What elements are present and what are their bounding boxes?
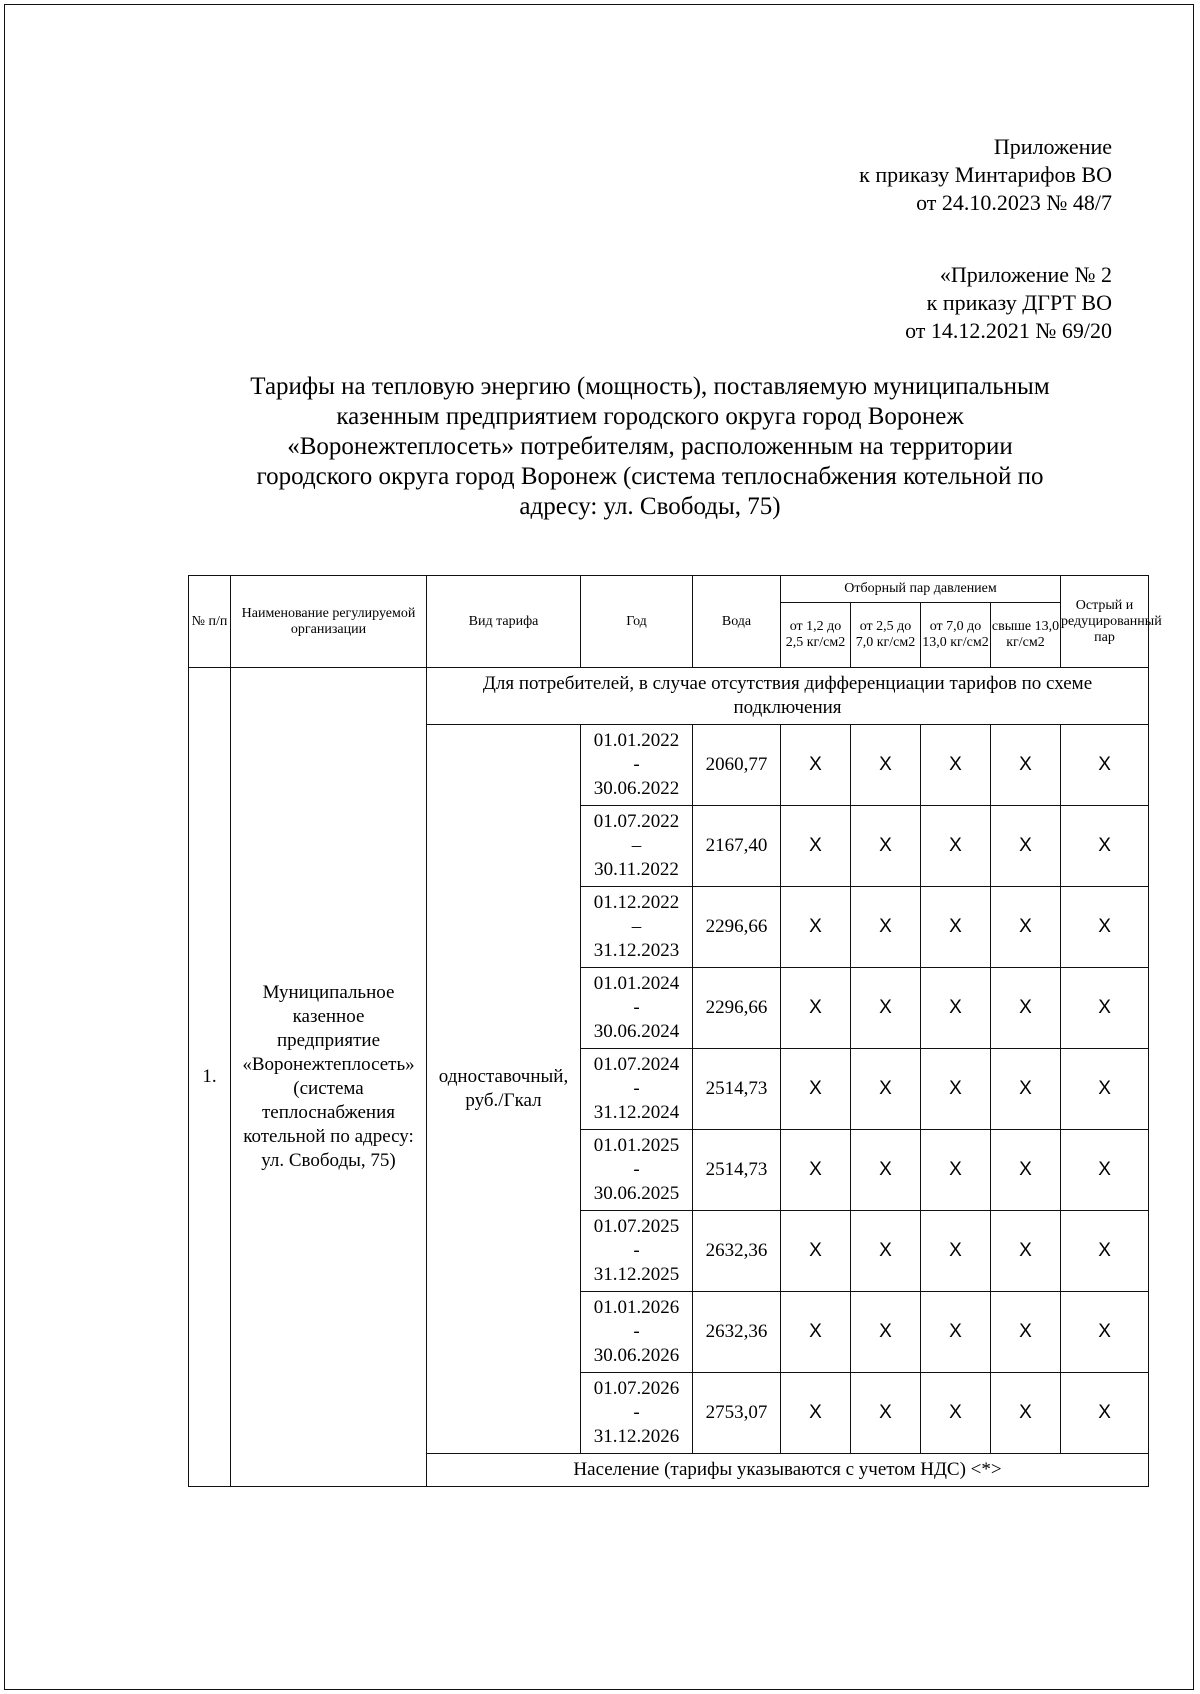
steam-value-s1: X (781, 1373, 851, 1454)
steam-value-s1: X (781, 887, 851, 968)
steam-value-s4: X (991, 887, 1061, 968)
header-num: № п/п (189, 576, 231, 668)
period-cell (581, 1130, 693, 1211)
period-sep: - (633, 1078, 640, 1099)
title-line1: Тарифы на тепловую энергию (мощность), поставляемую муниципальным (250, 373, 1050, 400)
header-steam-2: от 2,5 до 7,0 кг/см2 (851, 603, 921, 668)
header-org: Наименование регулируемой организации (231, 576, 427, 668)
header-year: Год (581, 576, 693, 668)
period-from: 01.07.2024 (593, 1054, 680, 1075)
period-cell (581, 1211, 693, 1292)
water-tariff: 2632,36 (693, 1292, 781, 1373)
steam-value-s1: X (781, 968, 851, 1049)
tariff-table (188, 575, 1162, 1487)
period-to: 30.06.2025 (593, 1183, 680, 1204)
steam-value-s2: X (851, 1292, 921, 1373)
steam-value-s3: X (921, 1211, 991, 1292)
period-cell (581, 887, 693, 968)
steam-value-s3: X (921, 1049, 991, 1130)
period-sep: - (633, 1321, 640, 1342)
period-cell (581, 1292, 693, 1373)
steam-value-s3: X (921, 1292, 991, 1373)
steam-value-s4: X (991, 1130, 1061, 1211)
steam-value-s4: X (991, 1049, 1061, 1130)
period-from: 01.07.2025 (593, 1216, 680, 1237)
steam-value-s3: X (921, 1130, 991, 1211)
period-cell (581, 806, 693, 887)
appendix-main-line2: к приказу Минтарифов ВО (859, 162, 1112, 187)
period-sep: - (633, 754, 640, 775)
water-tariff: 2060,77 (693, 725, 781, 806)
section-population: Население (тарифы указываются с учетом НДС) <*> (427, 1454, 1149, 1487)
title-line4: городского округа город Воронеж (система теплоснабжения котельной по (256, 463, 1044, 490)
steam-value-s1: X (781, 1292, 851, 1373)
period-from: 01.01.2026 (593, 1297, 680, 1318)
period-to: 31.12.2023 (593, 940, 680, 961)
steam-value-s2: X (851, 1373, 921, 1454)
water-tariff: 2296,66 (693, 887, 781, 968)
water-tariff: 2753,07 (693, 1373, 781, 1454)
steam-value-s4: X (991, 806, 1061, 887)
period-to: 31.12.2024 (593, 1102, 680, 1123)
header-steam-group: Отборный пар давлением (781, 576, 1061, 603)
steam-value-s3: X (921, 968, 991, 1049)
steam-value-s5: X (1061, 1373, 1149, 1454)
steam-value-s1: X (781, 806, 851, 887)
tariff-type: одноставочный, руб./Гкал (427, 725, 581, 1454)
period-cell (581, 725, 693, 806)
title-line5: адресу: ул. Свободы, 75) (519, 493, 781, 520)
period-from: 01.01.2025 (593, 1135, 680, 1156)
header-tariff-type: Вид тарифа (427, 576, 581, 668)
steam-value-s3: X (921, 806, 991, 887)
appendix-main-line1: Приложение (993, 134, 1112, 159)
period-from: 01.01.2022 (593, 730, 680, 751)
header-hot-steam: Острый и редуцированный пар (1061, 576, 1149, 668)
steam-value-s4: X (991, 1292, 1061, 1373)
period-sep: - (633, 1240, 640, 1261)
steam-value-s2: X (851, 887, 921, 968)
steam-value-s1: X (781, 1130, 851, 1211)
steam-value-s5: X (1061, 887, 1149, 968)
period-cell (581, 1373, 693, 1454)
header-steam-3: от 7,0 до 13,0 кг/см2 (921, 603, 991, 668)
appendix-previous-reference (905, 261, 1112, 345)
document-title (190, 372, 1110, 522)
steam-value-s4: X (991, 1211, 1061, 1292)
header-water: Вода (693, 576, 781, 668)
period-to: 30.06.2022 (593, 778, 680, 799)
water-tariff: 2514,73 (693, 1130, 781, 1211)
steam-value-s2: X (851, 1130, 921, 1211)
org-name: Муниципальное казенное предприятие «Воронежтеплосеть» (система теплоснабжения котельной по адресу: ул. Свободы, 75) (231, 668, 427, 1487)
water-tariff: 2514,73 (693, 1049, 781, 1130)
period-to: 30.11.2022 (594, 859, 679, 880)
steam-value-s1: X (781, 1211, 851, 1292)
water-tariff: 2632,36 (693, 1211, 781, 1292)
appendix-main-reference (859, 133, 1112, 217)
header-steam-4: свыше 13,0 кг/см2 (991, 603, 1061, 668)
period-from: 01.07.2026 (593, 1378, 680, 1399)
appendix-ref-line3: от 14.12.2021 № 69/20 (905, 318, 1112, 343)
period-to: 31.12.2025 (593, 1264, 680, 1285)
steam-value-s3: X (921, 725, 991, 806)
steam-value-s4: X (991, 1373, 1061, 1454)
steam-value-s4: X (991, 725, 1061, 806)
appendix-ref-line1: «Приложение № 2 (939, 262, 1112, 287)
appendix-ref-line2: к приказу ДГРТ ВО (926, 290, 1112, 315)
period-from: 01.07.2022 (593, 811, 680, 832)
period-sep: - (633, 1402, 640, 1423)
steam-value-s5: X (1061, 1049, 1149, 1130)
title-line2: казенным предприятием городского округа город Воронеж (336, 403, 964, 430)
period-cell (581, 968, 693, 1049)
steam-value-s5: X (1061, 1130, 1149, 1211)
title-line3: «Воронежтеплосеть» потребителям, расположенным на территории (287, 433, 1013, 460)
period-to: 30.06.2026 (593, 1345, 680, 1366)
steam-value-s2: X (851, 1049, 921, 1130)
header-steam-1: от 1,2 до 2,5 кг/см2 (781, 603, 851, 668)
period-to: 31.12.2026 (593, 1426, 680, 1447)
steam-value-s2: X (851, 968, 921, 1049)
appendix-main-line3: от 24.10.2023 № 48/7 (916, 190, 1112, 215)
period-to: 30.06.2024 (593, 1021, 680, 1042)
steam-value-s2: X (851, 725, 921, 806)
row-number: 1. (189, 668, 231, 1487)
steam-value-s3: X (921, 887, 991, 968)
steam-value-s5: X (1061, 1211, 1149, 1292)
period-sep: - (633, 1159, 640, 1180)
period-from: 01.01.2024 (593, 973, 680, 994)
period-from: 01.12.2022 (593, 892, 680, 913)
steam-value-s3: X (921, 1373, 991, 1454)
period-sep: – (631, 916, 642, 937)
steam-value-s1: X (781, 1049, 851, 1130)
steam-value-s5: X (1061, 806, 1149, 887)
period-sep: – (631, 835, 642, 856)
steam-value-s4: X (991, 968, 1061, 1049)
steam-value-s1: X (781, 725, 851, 806)
period-sep: - (633, 997, 640, 1018)
water-tariff: 2167,40 (693, 806, 781, 887)
steam-value-s2: X (851, 1211, 921, 1292)
period-cell (581, 1049, 693, 1130)
steam-value-s5: X (1061, 968, 1149, 1049)
steam-value-s5: X (1061, 725, 1149, 806)
water-tariff: 2296,66 (693, 968, 781, 1049)
steam-value-s2: X (851, 806, 921, 887)
section-consumers: Для потребителей, в случае отсутствия дифференциации тарифов по схеме подключения (427, 668, 1149, 725)
steam-value-s5: X (1061, 1292, 1149, 1373)
